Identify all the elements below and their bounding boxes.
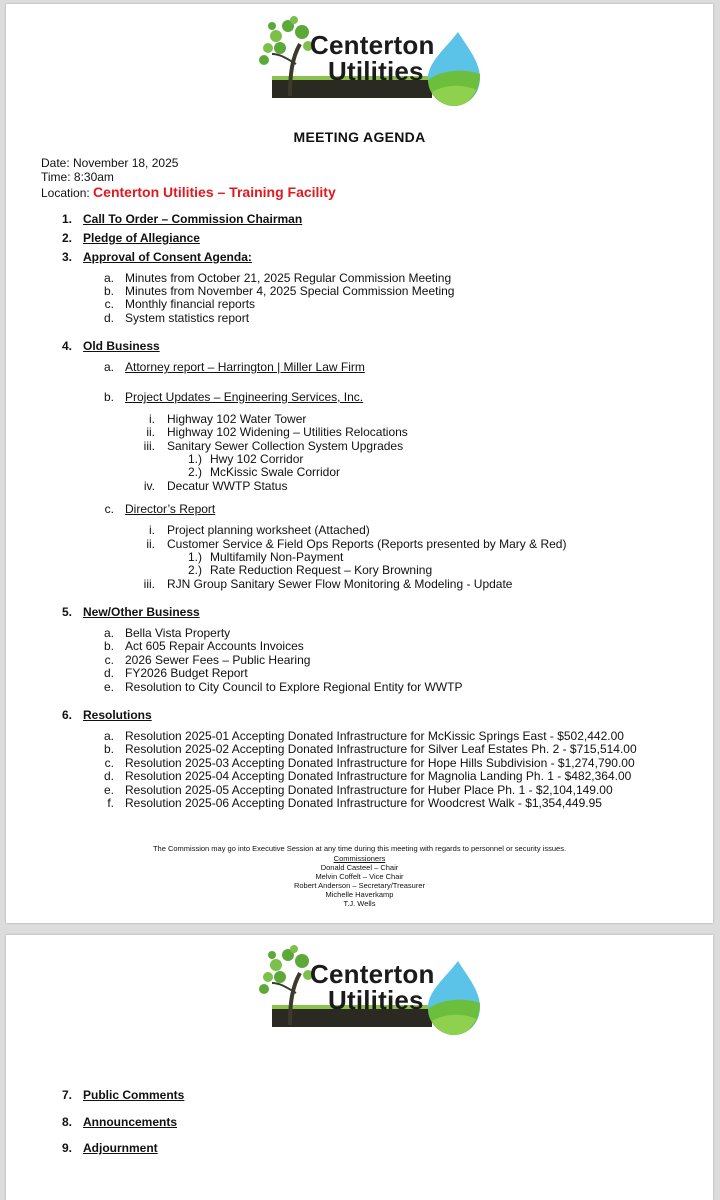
logo-word-centerton: Centerton	[310, 30, 435, 60]
resolution-item: Resolution 2025-02 Accepting Donated Infrastructure for Silver Leaf Estates Ph. 2 - $715,514.00	[125, 742, 637, 756]
item-marker: 1.)	[188, 550, 203, 564]
director-item: RJN Group Sanitary Sewer Flow Monitoring & Modeling - Update	[167, 577, 513, 591]
new-business-item: Bella Vista Property	[125, 626, 231, 640]
item-marker: b.	[103, 639, 114, 653]
item-marker: d.	[103, 769, 114, 783]
location-label: Location:	[41, 186, 90, 200]
consent-item: Minutes from October 21, 2025 Regular Commission Meeting	[125, 271, 452, 285]
section-number: 9.	[61, 1141, 72, 1155]
resolution-item: Resolution 2025-01 Accepting Donated Infrastructure for McKissic Springs East - $502,442.00	[125, 729, 624, 743]
item-marker: 2.)	[188, 465, 203, 479]
section-number: 8.	[61, 1115, 72, 1129]
new-business-item: 2026 Sewer Fees – Public Hearing	[125, 653, 311, 667]
commissioner-name: T.J. Wells	[343, 899, 376, 908]
item-marker: a.	[103, 729, 114, 743]
item-marker: iii.	[143, 577, 155, 591]
resolution-item: Resolution 2025-03 Accepting Donated Infrastructure for Hope Hills Subdivision - $1,274,790.00	[125, 756, 635, 770]
meeting-location	[41, 184, 336, 200]
item-marker: iv.	[143, 479, 155, 493]
section-number: 3.	[61, 250, 72, 264]
section-number: 5.	[61, 605, 72, 619]
commissioner-name: Robert Anderson – Secretary/Treasurer	[293, 881, 426, 890]
item-marker: e.	[103, 783, 114, 797]
executive-session-notice: The Commission may go into Executive Session at any time during this meeting with regards to personnel or security issues.	[152, 844, 567, 853]
section-title-adjournment: Adjournment	[83, 1141, 158, 1155]
section-number: 4.	[61, 339, 72, 353]
project-item: Highway 102 Widening – Utilities Relocations	[167, 425, 408, 439]
commissioner-name: Melvin Coffelt – Vice Chair	[315, 872, 404, 881]
commissioner-name: Michelle Haverkamp	[325, 890, 394, 899]
item-marker: c.	[104, 653, 114, 667]
page-title: MEETING AGENDA	[293, 129, 426, 145]
report-item: Multifamily Non-Payment	[210, 550, 344, 564]
logo-word-centerton: Centerton	[310, 959, 435, 989]
logo-word-utilities: Utilities	[328, 56, 424, 86]
section-title-pledge: Pledge of Allegiance	[83, 231, 200, 245]
directors-report: Director’s Report	[125, 502, 216, 516]
item-marker: iii.	[143, 439, 155, 453]
section-title-consent-agenda: Approval of Consent Agenda:	[83, 250, 252, 264]
director-item: Customer Service & Field Ops Reports (Reports presented by Mary & Red)	[167, 537, 567, 551]
new-business-item: Act 605 Repair Accounts Invoices	[125, 639, 304, 653]
agenda-page-2	[6, 935, 713, 1200]
logo-word-utilities: Utilities	[328, 985, 424, 1015]
new-business-item: FY2026 Budget Report	[125, 666, 248, 680]
commissioners-heading: Commissioners	[333, 854, 386, 863]
item-marker: i.	[149, 523, 155, 537]
centerton-utilities-logo	[250, 14, 490, 110]
section-title-new-business: New/Other Business	[83, 605, 200, 619]
section-title-announcements: Announcements	[83, 1115, 178, 1129]
resolution-item: Resolution 2025-06 Accepting Donated Infrastructure for Woodcrest Walk - $1,354,449.95	[125, 796, 602, 810]
item-marker: i.	[149, 412, 155, 426]
item-marker: a.	[103, 271, 114, 285]
new-business-item: Resolution to City Council to Explore Regional Entity for WWTP	[125, 680, 463, 694]
section-number: 1.	[61, 212, 72, 226]
item-marker: d.	[103, 311, 114, 325]
item-marker: f.	[107, 796, 114, 810]
project-item: Decatur WWTP Status	[167, 479, 288, 493]
resolution-item: Resolution 2025-05 Accepting Donated Infrastructure for Huber Place Ph. 1 - $2,104,149.00	[125, 783, 613, 797]
item-marker: ii.	[146, 425, 155, 439]
item-marker: b.	[103, 390, 114, 404]
section-number: 6.	[61, 708, 72, 722]
item-marker: 2.)	[188, 563, 203, 577]
item-marker: a.	[103, 626, 114, 640]
item-marker: e.	[103, 680, 114, 694]
director-item: Project planning worksheet (Attached)	[167, 523, 370, 537]
section-title-old-business: Old Business	[83, 339, 160, 353]
corridor-item: McKissic Swale Corridor	[210, 465, 341, 479]
section-title-resolutions: Resolutions	[83, 708, 152, 722]
location-value: Centerton Utilities – Training Facility	[93, 184, 336, 200]
consent-item: Monthly financial reports	[125, 297, 256, 311]
project-item: Sanitary Sewer Collection System Upgrades	[167, 439, 404, 453]
item-marker: b.	[103, 742, 114, 756]
section-number: 2.	[61, 231, 72, 245]
commissioner-name: Donald Casteel – Chair	[320, 863, 399, 872]
project-item: Highway 102 Water Tower	[167, 412, 307, 426]
item-marker: d.	[103, 666, 114, 680]
attorney-report: Attorney report – Harrington | Miller Law Firm	[125, 360, 365, 374]
item-marker: a.	[103, 360, 114, 374]
section-number: 7.	[61, 1088, 72, 1102]
item-marker: 1.)	[188, 452, 203, 466]
resolution-item: Resolution 2025-04 Accepting Donated Infrastructure for Magnolia Landing Ph. 1 - $482,364.00	[125, 769, 632, 783]
meeting-time: Time: 8:30am	[41, 170, 114, 184]
section-title-public-comments: Public Comments	[83, 1088, 185, 1102]
consent-item: Minutes from November 4, 2025 Special Commission Meeting	[125, 284, 455, 298]
item-marker: ii.	[146, 537, 155, 551]
item-marker: c.	[104, 297, 114, 311]
agenda-page-1	[6, 4, 713, 923]
report-item: Rate Reduction Request – Kory Browning	[210, 563, 433, 577]
consent-item: System statistics report	[125, 311, 250, 325]
centerton-utilities-logo	[250, 943, 490, 1039]
section-title-call-to-order: Call To Order – Commission Chairman	[83, 212, 303, 226]
corridor-item: Hwy 102 Corridor	[210, 452, 304, 466]
item-marker: b.	[103, 284, 114, 298]
project-updates: Project Updates – Engineering Services, Inc.	[125, 390, 364, 404]
item-marker: c.	[104, 502, 114, 516]
meeting-date: Date: November 18, 2025	[41, 156, 179, 170]
item-marker: c.	[104, 756, 114, 770]
